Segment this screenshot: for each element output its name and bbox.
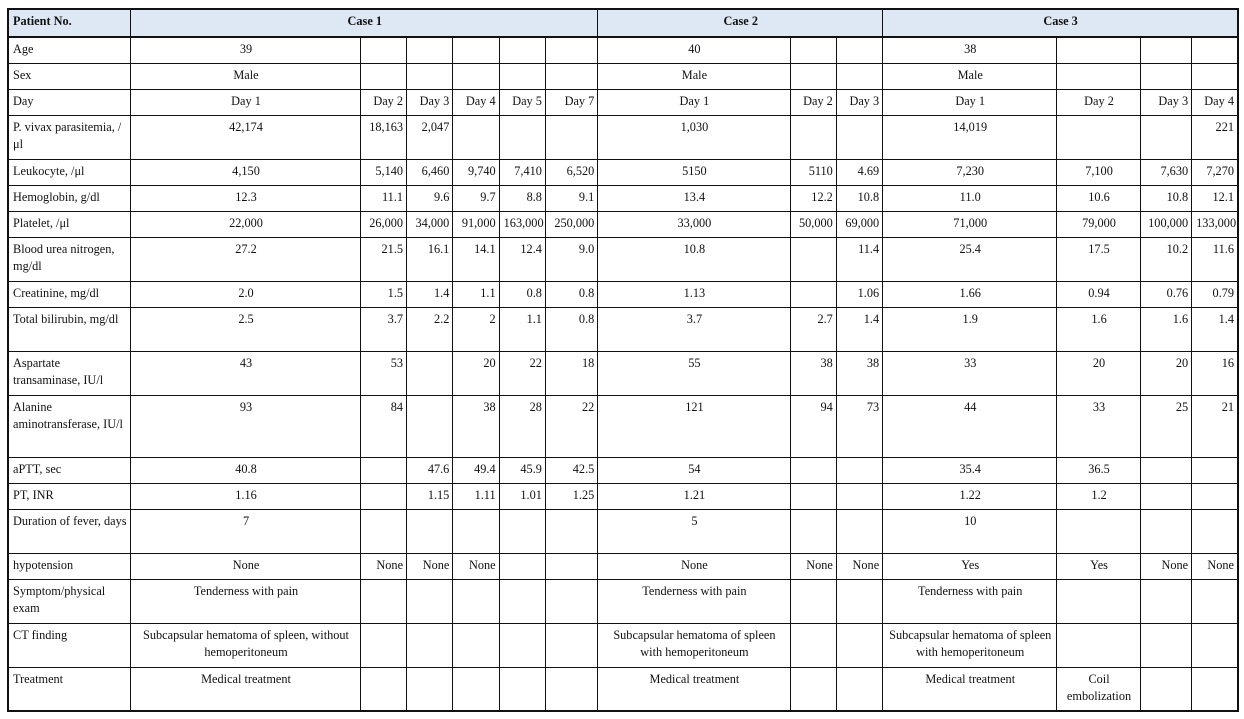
table-cell [1140,579,1191,623]
table-cell: Subcapsular hematoma of spleen, without hemoperitoneum [131,623,360,667]
table-cell [790,623,836,667]
row-label: Platelet, /μl [8,211,131,237]
table-cell [790,37,836,63]
table-cell: 1.1 [499,307,545,351]
table-cell: 9.1 [545,185,597,211]
row-label: Treatment [8,667,131,711]
table-cell: Male [883,63,1057,89]
table-cell: 27.2 [131,237,360,281]
table-cell: 33,000 [598,211,790,237]
table-cell: 163,000 [499,211,545,237]
table-cell: 7 [131,509,360,553]
table-cell: None [453,553,499,579]
table-cell: 2 [453,307,499,351]
table-cell [407,63,453,89]
table-cell: 16 [1192,351,1238,395]
table-cell [453,579,499,623]
table-cell: 18,163 [360,115,406,159]
table-cell: 3.7 [360,307,406,351]
table-cell: None [836,553,882,579]
table-cell: Day 2 [1057,89,1141,115]
table-cell: 10.8 [1140,185,1191,211]
table-cell: 10.2 [1140,237,1191,281]
table-cell: None [598,553,790,579]
table-cell: 1.4 [1192,307,1238,351]
table-cell: 1.22 [883,483,1057,509]
table-cell [790,579,836,623]
table-cell: 17.5 [1057,237,1141,281]
table-cell [1140,115,1191,159]
table-cell [1140,457,1191,483]
table-cell: 6,460 [407,159,453,185]
case1-header: Case 1 [131,9,598,37]
table-cell [836,483,882,509]
table-cell [1140,667,1191,711]
table-cell: 26,000 [360,211,406,237]
row-label: CT finding [8,623,131,667]
table-cell: 16.1 [407,237,453,281]
table-cell [1057,37,1141,63]
table-row [8,237,1238,281]
table-cell: 36.5 [1057,457,1141,483]
table-cell [360,509,406,553]
table-cell [545,63,597,89]
row-label: Aspartate transaminase, IU/l [8,351,131,395]
table-cell: Day 1 [883,89,1057,115]
table-cell [790,667,836,711]
table-cell: 4.69 [836,159,882,185]
table-cell: 2.2 [407,307,453,351]
table-cell [499,115,545,159]
table-cell: 1.4 [407,281,453,307]
table-cell: 2.0 [131,281,360,307]
table-cell [407,667,453,711]
row-label: aPTT, sec [8,457,131,483]
row-label: Blood urea nitrogen, mg/dl [8,237,131,281]
table-cell: 3.7 [598,307,790,351]
table-cell [1057,509,1141,553]
table-cell: 50,000 [790,211,836,237]
table-cell: 5,140 [360,159,406,185]
table-cell: 13.4 [598,185,790,211]
table-cell: 42,174 [131,115,360,159]
table-cell: 9.0 [545,237,597,281]
table-cell [1057,63,1141,89]
table-cell: 0.94 [1057,281,1141,307]
table-row [8,483,1238,509]
table-cell: None [360,553,406,579]
table-cell: 0.8 [499,281,545,307]
table-cell: 5 [598,509,790,553]
row-label: Symptom/physical exam [8,579,131,623]
table-row [8,159,1238,185]
table-cell [545,579,597,623]
table-row [8,185,1238,211]
table-cell [836,623,882,667]
table-cell: Yes [1057,553,1141,579]
table-cell: Day 2 [360,89,406,115]
row-label: PT, INR [8,483,131,509]
table-cell: 38 [790,351,836,395]
table-cell [360,483,406,509]
table-cell: 14.1 [453,237,499,281]
table-cell: 25 [1140,395,1191,457]
table-cell: 1.13 [598,281,790,307]
table-cell: 10.8 [598,237,790,281]
table-cell [453,63,499,89]
table-cell: 7,100 [1057,159,1141,185]
table-cell: Male [598,63,790,89]
table-cell [1140,509,1191,553]
table-cell [836,63,882,89]
table-row [8,89,1238,115]
table-row [8,351,1238,395]
table-cell [836,115,882,159]
row-label: Day [8,89,131,115]
table-cell: Day 3 [836,89,882,115]
table-cell: 40 [598,37,790,63]
table-cell [499,667,545,711]
table-cell: 40.8 [131,457,360,483]
table-cell [1192,623,1238,667]
table-row [8,457,1238,483]
table-row [8,307,1238,351]
table-cell [1140,63,1191,89]
table-cell: 9.7 [453,185,499,211]
row-label: Sex [8,63,131,89]
table-cell [790,115,836,159]
table-cell: 7,270 [1192,159,1238,185]
table-cell: 45.9 [499,457,545,483]
table-cell [499,553,545,579]
table-cell: Day 3 [1140,89,1191,115]
table-cell: 54 [598,457,790,483]
table-cell [545,667,597,711]
table-cell [1140,623,1191,667]
table-cell [407,351,453,395]
table-cell: 11.1 [360,185,406,211]
table-cell [360,623,406,667]
table-cell [499,37,545,63]
table-cell: 1.6 [1057,307,1141,351]
table-cell: None [407,553,453,579]
table-cell: 55 [598,351,790,395]
table-cell: 34,000 [407,211,453,237]
table-cell [407,579,453,623]
table-row [8,63,1238,89]
table-cell [360,63,406,89]
table-cell: Medical treatment [883,667,1057,711]
patient-no-header: Patient No. [8,9,131,37]
table-cell: Day 2 [790,89,836,115]
table-cell: Day 1 [598,89,790,115]
table-cell [360,579,406,623]
table-cell: 2,047 [407,115,453,159]
table-cell: 1.16 [131,483,360,509]
table-row [8,623,1238,667]
patient-lab-table [7,8,1239,712]
table-row [8,281,1238,307]
table-cell: 20 [453,351,499,395]
table-body [8,37,1238,711]
table-cell: Tenderness with pain [883,579,1057,623]
table-cell: 7,630 [1140,159,1191,185]
table-cell [1140,483,1191,509]
table-cell: Yes [883,553,1057,579]
table-row [8,395,1238,457]
table-cell: 35.4 [883,457,1057,483]
table-cell: 21.5 [360,237,406,281]
row-label: Total bilirubin, mg/dl [8,307,131,351]
table-cell: 121 [598,395,790,457]
table-row [8,553,1238,579]
table-cell: Tenderness with pain [131,579,360,623]
table-cell: 10.8 [836,185,882,211]
table-cell [499,579,545,623]
table-cell: 38 [883,37,1057,63]
table-cell [545,115,597,159]
table-row [8,579,1238,623]
table-cell: 5150 [598,159,790,185]
table-cell: 6,520 [545,159,597,185]
table-cell [453,509,499,553]
table-cell: 43 [131,351,360,395]
table-cell [836,457,882,483]
table-cell: Male [131,63,360,89]
table-row [8,509,1238,553]
table-cell: 22 [499,351,545,395]
table-cell: 1.01 [499,483,545,509]
table-cell: 1.15 [407,483,453,509]
table-cell: 221 [1192,115,1238,159]
table-cell: Medical treatment [598,667,790,711]
table-cell: 1.5 [360,281,406,307]
table-cell: 49.4 [453,457,499,483]
table-cell [790,509,836,553]
table-cell [545,509,597,553]
table-cell: 11.0 [883,185,1057,211]
table-cell: 1.66 [883,281,1057,307]
table-cell: 1,030 [598,115,790,159]
table-cell: 9,740 [453,159,499,185]
table-cell: Day 5 [499,89,545,115]
table-cell [499,623,545,667]
table-cell [499,509,545,553]
row-label: Leukocyte, /μl [8,159,131,185]
table-cell [1192,37,1238,63]
table-cell: 91,000 [453,211,499,237]
table-cell: 53 [360,351,406,395]
table-cell: Subcapsular hematoma of spleen with hemoperitoneum [598,623,790,667]
table-cell: 5110 [790,159,836,185]
table-row [8,211,1238,237]
table-cell: 133,000 [1192,211,1238,237]
table-cell: 11.4 [836,237,882,281]
table-cell: 1.2 [1057,483,1141,509]
table-cell: 1.6 [1140,307,1191,351]
table-cell: 12.3 [131,185,360,211]
table-cell: Day 1 [131,89,360,115]
table-cell: 38 [836,351,882,395]
table-cell: 12.2 [790,185,836,211]
table-cell: 42.5 [545,457,597,483]
table-cell: 10.6 [1057,185,1141,211]
table-cell [790,483,836,509]
table-cell [545,623,597,667]
table-cell [1057,579,1141,623]
table-cell: 93 [131,395,360,457]
table-cell [1192,483,1238,509]
table-cell [1140,37,1191,63]
table-cell: 1.06 [836,281,882,307]
table-cell: 22 [545,395,597,457]
table-cell [1192,457,1238,483]
table-cell: 94 [790,395,836,457]
header-row [8,9,1238,37]
table-cell [360,457,406,483]
case2-header: Case 2 [598,9,883,37]
table-cell: 20 [1140,351,1191,395]
table-cell [407,395,453,457]
table-cell: 0.76 [1140,281,1191,307]
table-cell: 4,150 [131,159,360,185]
table-cell: None [1192,553,1238,579]
table-cell: 84 [360,395,406,457]
table-cell: Day 7 [545,89,597,115]
table-cell [453,667,499,711]
table-cell: 33 [883,351,1057,395]
table-cell: 7,410 [499,159,545,185]
table-cell [836,509,882,553]
table-cell [453,623,499,667]
table-cell: 1.1 [453,281,499,307]
table-cell: 9.6 [407,185,453,211]
table-cell [1057,115,1141,159]
table-cell: 10 [883,509,1057,553]
table-cell [453,37,499,63]
table-cell [836,37,882,63]
table-cell: 0.8 [545,307,597,351]
table-cell: 250,000 [545,211,597,237]
table-cell: 47.6 [407,457,453,483]
table-row [8,37,1238,63]
table-cell: 69,000 [836,211,882,237]
table-cell [836,667,882,711]
table-cell [360,667,406,711]
table-cell: 28 [499,395,545,457]
table-cell: 7,230 [883,159,1057,185]
table-cell: Subcapsular hematoma of spleen with hemoperitoneum [883,623,1057,667]
table-cell [453,115,499,159]
table-cell: 12.1 [1192,185,1238,211]
table-cell [1192,667,1238,711]
table-cell: Tenderness with pain [598,579,790,623]
table-cell: 1.9 [883,307,1057,351]
table-cell: 71,000 [883,211,1057,237]
table-cell [1192,579,1238,623]
table-cell [545,37,597,63]
row-label: Alanine aminotransferase, IU/l [8,395,131,457]
table-cell: 2.5 [131,307,360,351]
table-cell: Medical treatment [131,667,360,711]
table-cell: 38 [453,395,499,457]
table-cell: 44 [883,395,1057,457]
table-cell [790,63,836,89]
table-cell: 1.21 [598,483,790,509]
table-cell [790,457,836,483]
table-cell: 79,000 [1057,211,1141,237]
table-cell: 39 [131,37,360,63]
table-cell: 1.11 [453,483,499,509]
table-row [8,667,1238,711]
table-cell: 2.7 [790,307,836,351]
table-cell: Coil embolization [1057,667,1141,711]
table-cell: Day 4 [453,89,499,115]
table-cell: 8.8 [499,185,545,211]
table-cell: 0.8 [545,281,597,307]
table-cell [499,63,545,89]
table-cell: None [790,553,836,579]
table-cell: 12.4 [499,237,545,281]
table-cell: 18 [545,351,597,395]
table-cell: None [1140,553,1191,579]
table-cell: 25.4 [883,237,1057,281]
table-cell [790,281,836,307]
table-cell [836,579,882,623]
table-cell [1192,509,1238,553]
table-cell [407,37,453,63]
row-label: Age [8,37,131,63]
table-cell: 21 [1192,395,1238,457]
table-cell: 11.6 [1192,237,1238,281]
row-label: P. vivax parasitemia, /μl [8,115,131,159]
row-label: Hemoglobin, g/dl [8,185,131,211]
table-cell: Day 3 [407,89,453,115]
table-cell: 100,000 [1140,211,1191,237]
table-cell: 22,000 [131,211,360,237]
table-cell [407,509,453,553]
row-label: Creatinine, mg/dl [8,281,131,307]
table-cell: None [131,553,360,579]
table-cell: 0.79 [1192,281,1238,307]
table-cell: 73 [836,395,882,457]
table-row [8,115,1238,159]
table-cell [1192,63,1238,89]
table-cell [545,553,597,579]
row-label: Duration of fever, days [8,509,131,553]
table-cell: 1.25 [545,483,597,509]
table-cell [1057,623,1141,667]
table-cell [407,623,453,667]
case3-header: Case 3 [883,9,1238,37]
table-cell: Day 4 [1192,89,1238,115]
table-cell: 1.4 [836,307,882,351]
table-cell [360,37,406,63]
table-cell: 14,019 [883,115,1057,159]
table-cell: 33 [1057,395,1141,457]
table-cell [790,237,836,281]
row-label: hypotension [8,553,131,579]
table-cell: 20 [1057,351,1141,395]
